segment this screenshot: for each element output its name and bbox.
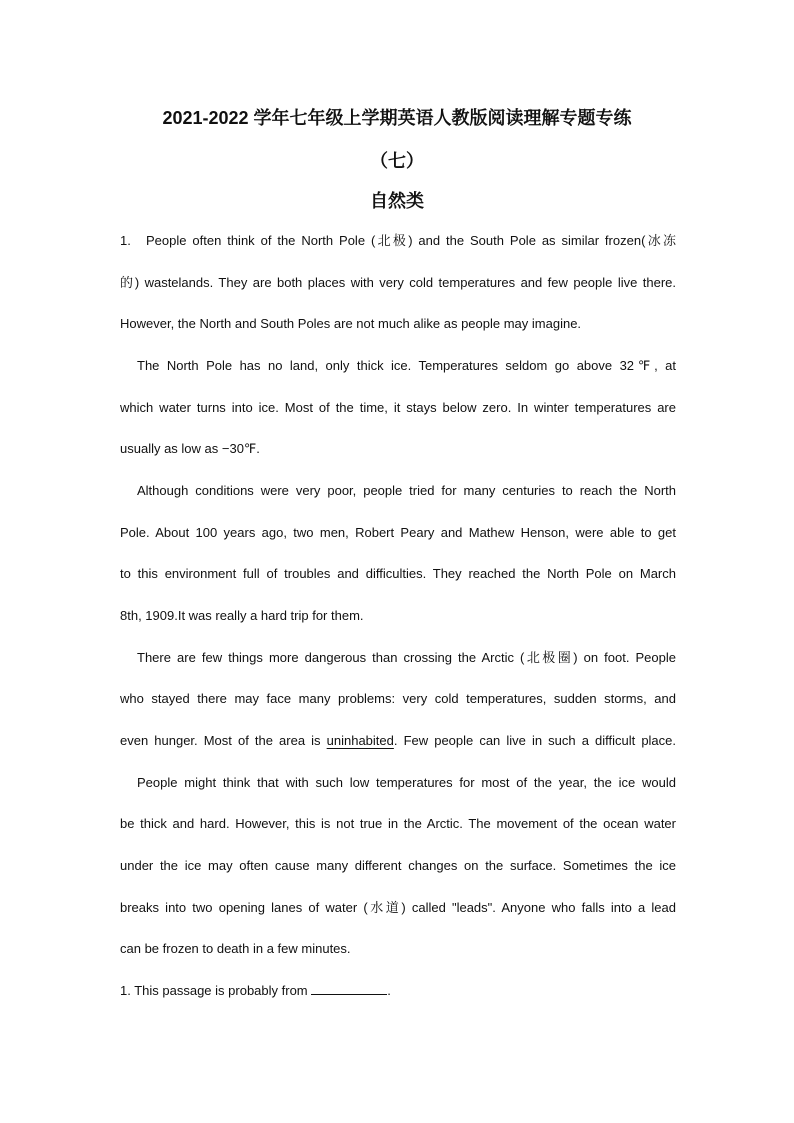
paragraph-3-line-3: to this environment full of troubles and difficulties. They reached the North Pole on March <box>120 566 676 581</box>
paragraph-5-line-1: People might think that with such low temperatures for most of the year, the ice would <box>137 775 676 790</box>
document-title: 2021-2022 学年七年级上学期英语人教版阅读理解专题专练 <box>162 108 632 128</box>
paragraph-3-line-4: 8th, 1909.It was really a hard trip for them. <box>120 608 364 623</box>
paragraph-5-line-4: breaks into two opening lanes of water (水道) called "leads". Anyone who falls into a lead <box>120 900 676 915</box>
paragraph-5-line-2: be thick and hard. However, this is not true in the Arctic. The movement of the ocean water <box>120 816 676 831</box>
question-1-text: 1. This passage is probably from <box>120 983 312 998</box>
paragraph-4-line-3: even hunger. Most of the area is uninhabited. Few people can live in such a difficult place. <box>120 733 677 748</box>
answer-blank[interactable] <box>311 983 387 995</box>
paragraph-4-line-1: There are few things more dangerous than crossing the Arctic (北极圈) on foot. People <box>137 650 676 665</box>
document-title-number: （七） <box>370 151 424 171</box>
paragraph-3-line-2: Pole. About 100 years ago, two men, Robert Peary and Mathew Henson, were able to get <box>120 525 676 540</box>
paragraph-1-line-2: 的) wastelands. They are both places with very cold temperatures and few people live there. <box>120 275 676 290</box>
paragraph-2-line-1: The North Pole has no land, only thick ice. Temperatures seldom go above 32℉, at <box>137 358 676 373</box>
document-category: 自然类 <box>370 191 424 211</box>
paragraph-3-line-1: Although conditions were very poor, people tried for many centuries to reach the North <box>137 483 676 498</box>
question-1: 1. This passage is probably from . <box>120 983 391 998</box>
paragraph-1-line-1: 1. People often think of the North Pole (北极) and the South Pole as similar frozen(冰冻 <box>120 233 676 248</box>
paragraph-5-line-5: can be frozen to death in a few minutes. <box>120 941 351 956</box>
question-number: 1. <box>120 233 131 248</box>
paragraph-2-line-2: which water turns into ice. Most of the time, it stays below zero. In winter temperatures are <box>120 400 676 415</box>
paragraph-2-line-3: usually as low as −30℉. <box>120 441 260 456</box>
paragraph-5-line-3: under the ice may often cause many different changes on the surface. Sometimes the ice <box>120 858 676 873</box>
paragraph-1-line-3: However, the North and South Poles are not much alike as people may imagine. <box>120 316 582 331</box>
paragraph-4-line-2: who stayed there may face many problems: very cold temperatures, sudden storms, and <box>120 691 676 706</box>
underlined-word: uninhabited <box>326 733 394 748</box>
